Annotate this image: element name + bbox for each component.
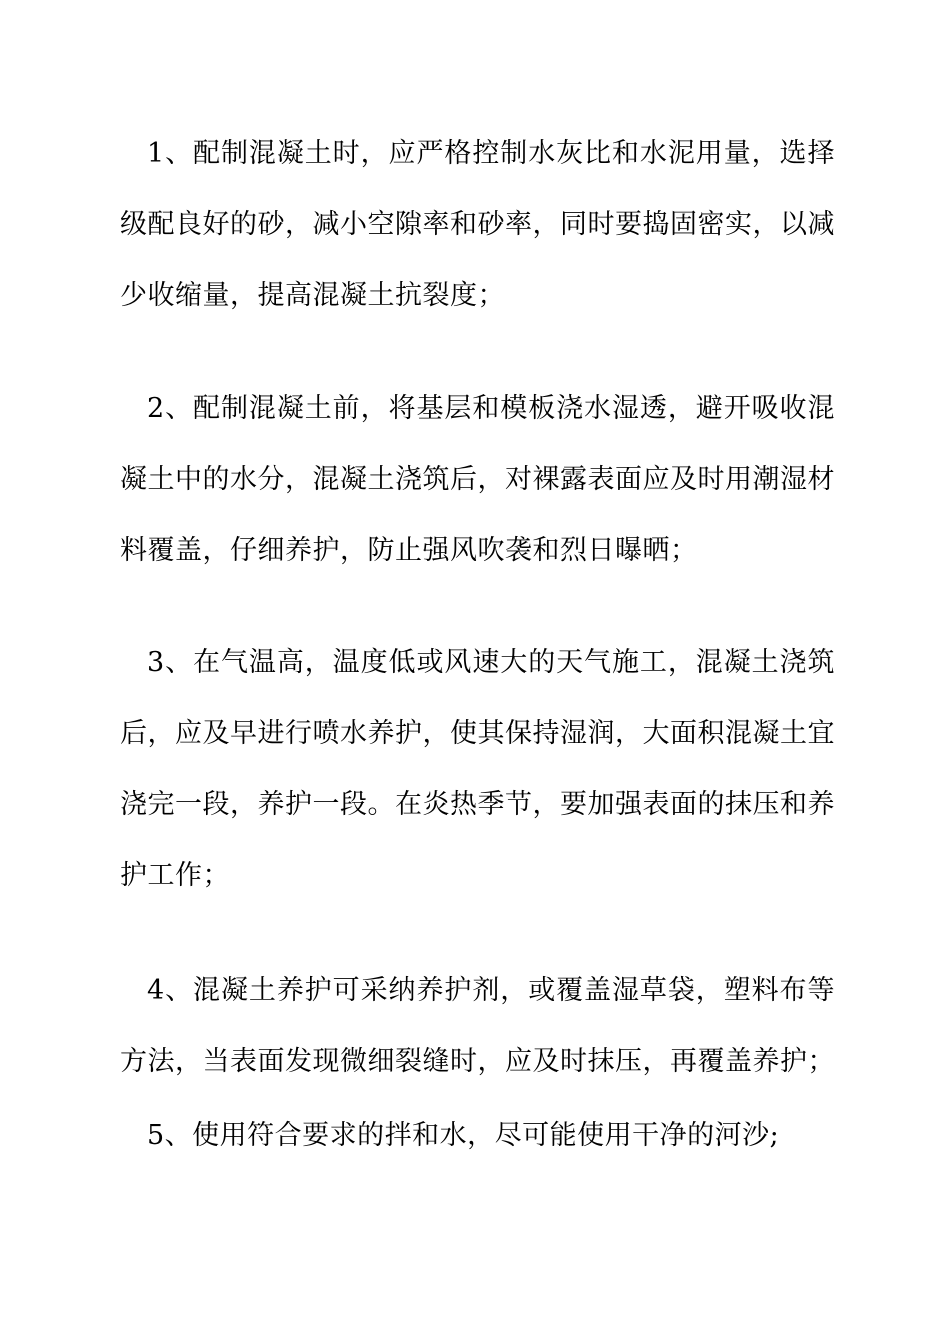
paragraph-2: 2、配制混凝土前，将基层和模板浇水湿透，避开吸收混凝土中的水分，混凝土浇筑后，对裸露表面应及时用潮湿材料覆盖，仔细养护，防止强风吹袭和烈日曝晒； [120, 393, 835, 566]
paragraph-5: 5、使用符合要求的拌和水，尽可能使用干净的河沙; [147, 1120, 780, 1151]
paragraph-1: 1、配制混凝土时，应严格控制水灰比和水泥用量，选择级配良好的砂，减小空隙率和砂率，同时要捣固密实，以减少收缩量，提高混凝土抗裂度； [120, 138, 835, 311]
paragraph-4: 4、混凝土养护可采纳养护剂，或覆盖湿草袋，塑料布等方法，当表面发现微细裂缝时，应及时抹压，再覆盖养护； [120, 975, 835, 1077]
paragraph-3: 3、在气温高，温度低或风速大的天气施工，混凝土浇筑后，应及早进行喷水养护，使其保持湿润，大面积混凝土宜浇完一段，养护一段。在炎热季节，要加强表面的抹压和养护工作； [120, 647, 835, 891]
